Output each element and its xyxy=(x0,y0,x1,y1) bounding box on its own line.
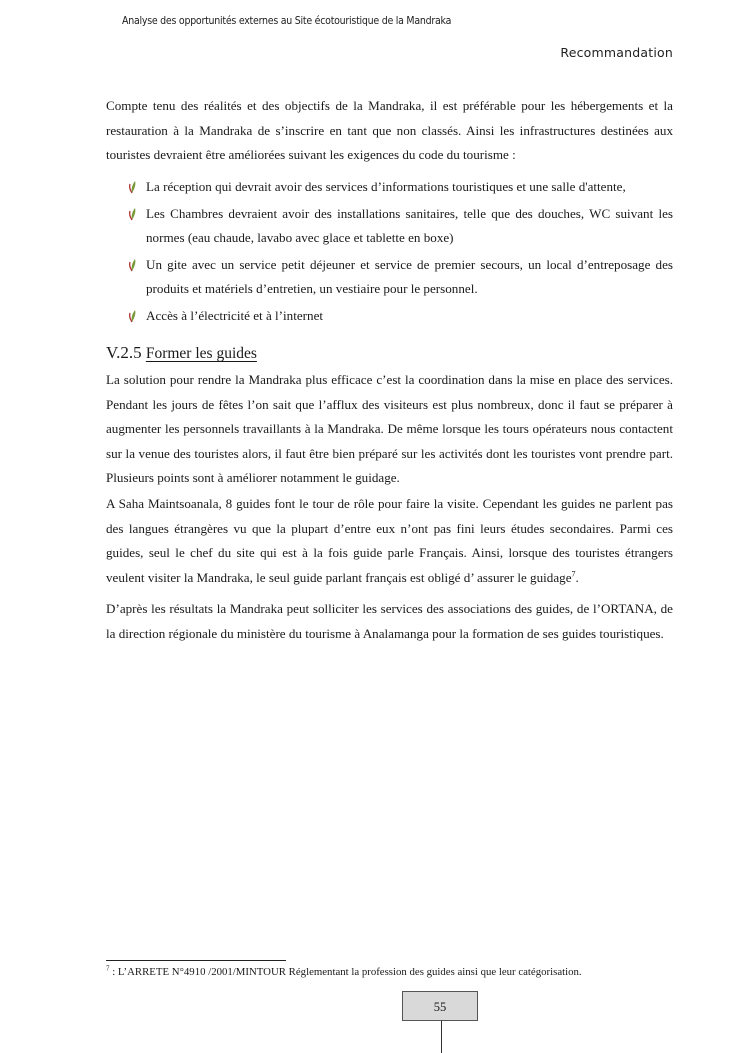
section-title: Former les guides xyxy=(145,345,257,362)
list-item xyxy=(126,202,673,251)
section-heading xyxy=(106,343,257,363)
list-item xyxy=(126,304,673,329)
list-item-text: Accès à l’électricité et à l’internet xyxy=(146,307,324,323)
footnote-divider xyxy=(106,960,286,961)
intro-paragraph: Compte tenu des réalités et des objectifs de la Mandraka, il est préférable pour les hébergements et la restauration à la Mandraka de s’inscrire en tant que non classés. Ainsi les infrastructures destinées aux touristes devraient être améliorées suivant les exigences du code du tourisme : xyxy=(106,98,673,162)
footnote-mark: 7 xyxy=(106,964,110,973)
section-label: Recommandation xyxy=(560,45,673,60)
list-item-text: La réception qui devrait avoir des services d’informations touristiques et une salle d'attente, xyxy=(146,179,626,194)
section-number: V.2.5 xyxy=(106,343,142,362)
footnote-text: : L’ARRETE N°4910 /2001/MINTOUR Réglementant la profession des guides ainsi que leur catégorisation. xyxy=(109,966,582,978)
footnote xyxy=(106,966,582,978)
paragraph-coordination: La solution pour rendre la Mandraka plus efficace c’est la coordination dans la mise en place des services. Pendant les jours de fêtes l’on sait que l’afflux des visiteurs est plus nombreux, donc il faut se préparer à augmenter les personnels travaillants à la Mandraka. De même lorsque les tours opérateurs nous contactent sur la venue des touristes alors, il faut être bien préparé sur les activités dont les touristes vont prendre part. Plusieurs points sont à améliorer notamment le guidage. xyxy=(106,372,673,485)
page-number-stem xyxy=(441,1021,442,1053)
list-item xyxy=(126,253,673,302)
footnote-reference[interactable]: 7 xyxy=(571,569,576,579)
list-item-text: Les Chambres devraient avoir des installations sanitaires, telle que des douches, WC suivant les normes (eau chaude, lavabo avec glace et tablette en boxe) xyxy=(146,205,673,245)
list-item xyxy=(126,175,673,200)
paragraph-training: D’après les résultats la Mandraka peut solliciter les services des associations des guides, de l’ORTANA, de la direction régionale du ministère du tourisme à Analamanga pour la formation de ses guides touristiques. xyxy=(106,601,673,641)
leaf-bullet-icon xyxy=(126,207,138,221)
requirements-list xyxy=(126,175,673,330)
list-item-text: Un gite avec un service petit déjeuner et service de premier secours, un local d’entreposage des produits et matériels d’entretien, un vestiaire pour le personnel. xyxy=(146,256,673,296)
paragraph-guides-end: . xyxy=(575,569,579,585)
page-number: 55 xyxy=(402,991,478,1021)
leaf-bullet-icon xyxy=(126,180,138,194)
paragraph-guides-text: A Saha Maintsoanala, 8 guides font le tour de rôle pour faire la visite. Cependant les guides ne parlent pas des langues étrangères vu que la plupart d’entre eux n’ont pas fini leurs études secondaires. Parmi ces guides, seul le chef du site qui est à la fois guide parle Français. Ainsi, lorsque des touristes étrangers veulent visiter la Mandraka, le seul guide parlant français est obligé d’ assurer le guidage xyxy=(106,496,673,585)
leaf-bullet-icon xyxy=(126,258,138,272)
leaf-bullet-icon xyxy=(126,309,138,323)
paragraph-guides xyxy=(106,492,673,590)
running-header: Analyse des opportunités externes au Site écotouristique de la Mandraka xyxy=(122,14,452,27)
